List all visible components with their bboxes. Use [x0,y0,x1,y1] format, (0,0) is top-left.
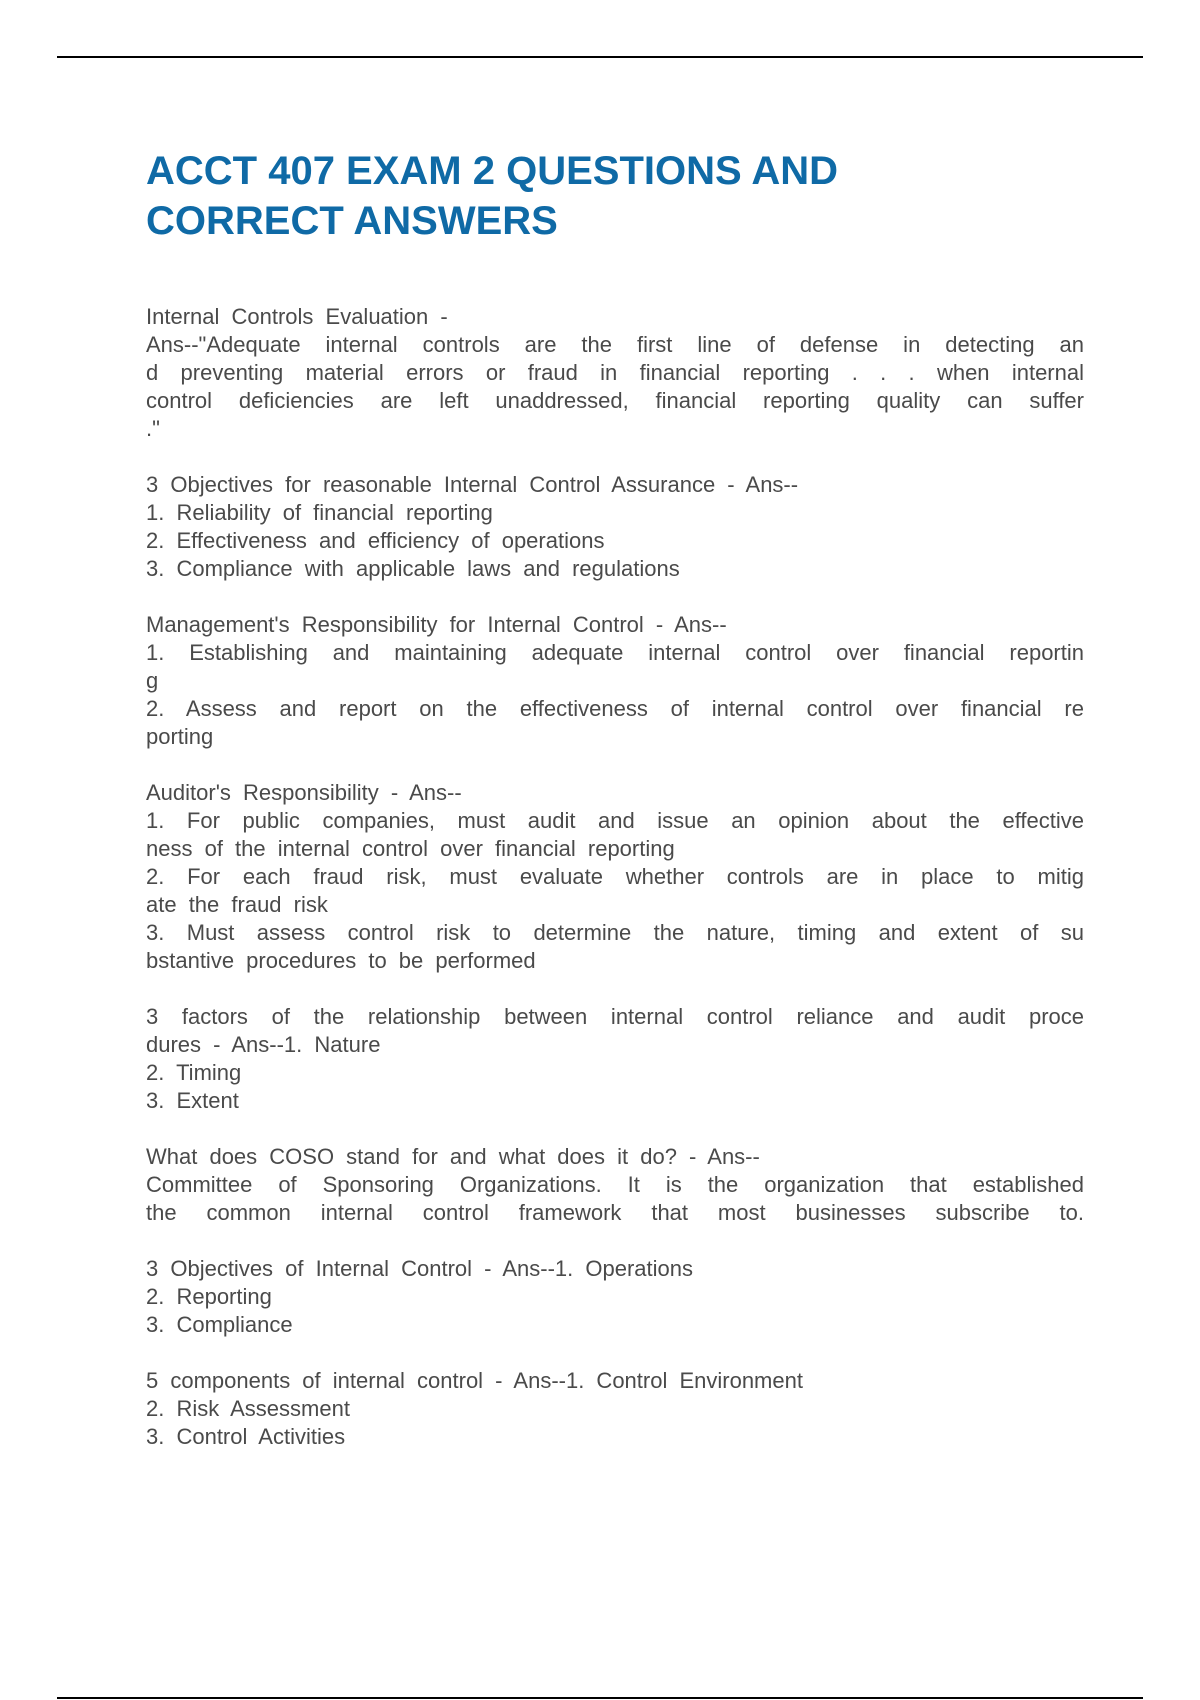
qa-question-line: 3 Objectives for reasonable Internal Control Assurance - Ans-- [146,472,799,497]
qa-question-line: 3 factors of the relationship between internal control reliance and audit proce [146,1004,1084,1029]
qa-answer-line: 2. For each fraud risk, must evaluate whether controls are in place to mitig [146,864,1084,889]
qa-question-line: Management's Responsibility for Internal Control - Ans-- [146,612,727,637]
qa-question-line: 5 components of internal control - Ans--1. Control Environment [146,1368,803,1393]
qa-answer-line: ." [146,416,160,441]
qa-question-line: What does COSO stand for and what does it do? - Ans-- [146,1144,760,1169]
qa-answer-line: bstantive procedures to be performed [146,948,536,973]
qa-question-line: 3 Objectives of Internal Control - Ans--1. Operations [146,1256,694,1281]
qa-answer-line: dures - Ans--1. Nature [146,1032,381,1057]
qa-answer-line: 2. Effectiveness and efficiency of operations [146,528,605,553]
qa-item [146,471,1084,583]
qa-question-line: Internal Controls Evaluation - [146,304,448,329]
qa-question-line: Auditor's Responsibility - Ans-- [146,780,462,805]
top-rule [57,56,1143,58]
qa-answer-line: porting [146,724,214,749]
qa-answer-line: Ans--"Adequate internal controls are the first line of defense in detecting an [146,332,1084,357]
qa-answer-line: 2. Risk Assessment [146,1396,350,1421]
qa-answer-line: ate the fraud risk [146,892,328,917]
qa-answer-line: 3. Compliance with applicable laws and regulations [146,556,680,581]
qa-item [146,611,1084,751]
bottom-rule [57,1697,1143,1699]
qa-answer-line: 3. Extent [146,1088,239,1113]
qa-answer-line: 3. Compliance [146,1312,293,1337]
title-line-2: CORRECT ANSWERS [146,199,558,243]
qa-item [146,1003,1084,1115]
qa-answer-line: 3. Must assess control risk to determine the nature, timing and extent of su [146,920,1084,945]
qa-answer-line: Committee of Sponsoring Organizations. It is the organization that established [146,1172,1084,1197]
qa-answer-line: 3. Control Activities [146,1424,346,1449]
qa-answer-line: ness of the internal control over financial reporting [146,836,675,861]
qa-answer-line: 2. Assess and report on the effectiveness of internal control over financial re [146,696,1084,721]
qa-item [146,1143,1084,1227]
qa-answer-line: 1. Establishing and maintaining adequate internal control over financial reportin [146,640,1084,665]
qa-answer-line: the common internal control framework that most businesses subscribe to. [146,1200,1084,1225]
qa-answer-line: 1. For public companies, must audit and issue an opinion about the effective [146,808,1084,833]
qa-answer-line: 2. Reporting [146,1284,272,1309]
qa-content [146,303,1084,1479]
qa-item [146,303,1084,443]
qa-item [146,1255,1084,1339]
qa-answer-line: 2. Timing [146,1060,242,1085]
qa-answer-line: 1. Reliability of financial reporting [146,500,493,525]
qa-answer-line: g [146,668,159,693]
qa-item [146,779,1084,975]
qa-answer-line: d preventing material errors or fraud in financial reporting . . . when internal [146,360,1084,385]
title-line-1: ACCT 407 EXAM 2 QUESTIONS AND [146,149,838,193]
qa-answer-line: control deficiencies are left unaddressed, financial reporting quality can suffer [146,388,1084,413]
qa-item [146,1367,1084,1451]
document-title [146,146,1126,246]
